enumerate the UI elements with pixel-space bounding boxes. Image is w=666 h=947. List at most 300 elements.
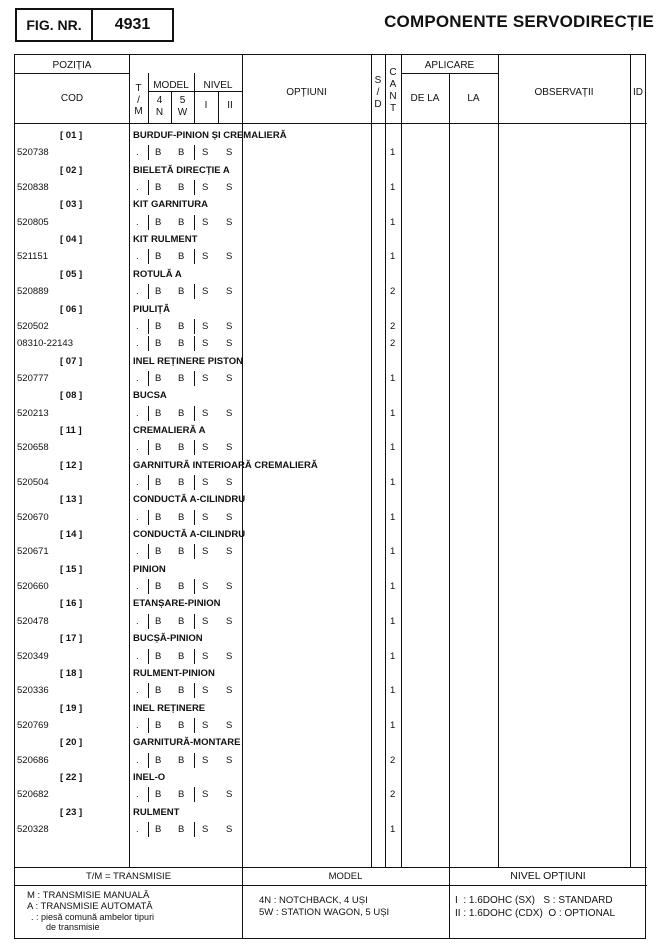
cell-divider (148, 579, 149, 594)
cell-divider (148, 475, 149, 490)
part-code-row (15, 144, 647, 161)
quantity: 1 (390, 372, 396, 384)
nivel-i-mark: S (202, 824, 209, 835)
part-header-row (15, 561, 647, 578)
col-header-cod: COD (60, 93, 84, 104)
part-code: 520349 (17, 650, 49, 662)
nivel-ii-mark: S (226, 338, 233, 350)
part-description: BUCSA (133, 390, 167, 402)
cell-divider (194, 145, 195, 160)
quantity: 1 (390, 511, 396, 523)
part-code-row (15, 821, 647, 838)
nivel-ii-mark: S (226, 719, 233, 731)
model-5w-mark: B (178, 546, 185, 558)
part-description: BIELETĂ DIRECȚIE A (133, 164, 230, 176)
cell-divider (148, 649, 149, 664)
cell-divider (148, 683, 149, 698)
quantity: 1 (390, 442, 396, 454)
cell-divider (194, 475, 195, 490)
nivel-i-mark: S (202, 685, 209, 697)
model-4n-mark: B (155, 442, 162, 454)
part-code-row (15, 405, 647, 422)
legend-tm-line-3: . : piesă comună ambelor tipuri (31, 912, 155, 922)
cell-divider (194, 822, 195, 837)
part-code: 520660 (17, 581, 49, 593)
part-header-row (15, 700, 647, 717)
nivel-ii-mark: S (226, 824, 233, 835)
cell-divider (148, 614, 149, 629)
nivel-i-mark: S (202, 754, 209, 766)
page-title: COMPONENTE SERVODIRECȚIE (384, 12, 654, 31)
quantity: 1 (390, 685, 396, 697)
transmission-mark: . (136, 442, 139, 454)
cell-divider (148, 787, 149, 802)
col-header-optiuni: OPȚIUNI (286, 87, 327, 98)
part-position: [ 18 ] (60, 667, 83, 679)
figure-number-box (15, 8, 174, 42)
part-description: GARNITURĂ-MONTARE (133, 737, 241, 749)
model-5w-mark: B (178, 685, 185, 697)
cell-divider (194, 753, 195, 768)
part-code: 520671 (17, 546, 49, 558)
col-header-de-la: DE LA (410, 93, 440, 104)
cell-divider (148, 718, 149, 733)
transmission-mark: . (136, 719, 139, 731)
legend-tm-line-2: A : TRANSMISIE AUTOMATĂ (27, 901, 153, 912)
quantity: 1 (390, 581, 396, 593)
legend-model-line-2: 5W : STATION WAGON, 5 UȘI (259, 907, 390, 918)
model-5w-mark: B (178, 338, 185, 350)
cell-divider (194, 406, 195, 421)
part-header-row (15, 162, 647, 179)
nivel-i-mark: S (202, 442, 209, 454)
col-header-nivel-i: I (204, 100, 208, 111)
legend-tm-line-4: de transmisie (46, 922, 100, 932)
nivel-i-mark: S (202, 182, 209, 194)
model-4n-mark: B (155, 372, 162, 384)
nivel-ii-mark: S (226, 251, 233, 263)
part-description: CONDUCTĂ A-CILINDRU (133, 529, 246, 541)
cell-divider (148, 336, 149, 351)
parts-table (14, 54, 646, 939)
model-5w-mark: B (178, 407, 185, 419)
nivel-ii-mark: S (226, 581, 233, 593)
part-code-row (15, 248, 647, 265)
cell-divider (194, 249, 195, 264)
quantity: 1 (390, 824, 396, 835)
part-position: [ 16 ] (60, 598, 83, 610)
transmission-mark: . (136, 546, 139, 558)
part-header-row (15, 769, 647, 786)
part-position: [ 15 ] (60, 563, 83, 575)
cell-divider (148, 284, 149, 299)
cell-divider (194, 180, 195, 195)
part-position: [ 04 ] (60, 234, 83, 246)
model-5w-mark: B (178, 320, 185, 332)
col-header-4n-a: 4 (156, 95, 163, 106)
part-position: [ 01 ] (60, 130, 83, 141)
col-header-cant-3: N (389, 91, 397, 102)
model-4n-mark: B (155, 650, 162, 662)
transmission-mark: . (136, 685, 139, 697)
part-code-row (15, 543, 647, 560)
transmission-mark: . (136, 511, 139, 523)
part-code-row (15, 179, 647, 196)
nivel-ii-mark: S (226, 650, 233, 662)
part-position: [ 17 ] (60, 633, 83, 645)
part-code-row (15, 214, 647, 231)
nivel-ii-mark: S (226, 372, 233, 384)
cell-divider (148, 249, 149, 264)
part-position: [ 13 ] (60, 494, 83, 506)
nivel-i-mark: S (202, 286, 209, 298)
col-header-cant-2: A (389, 79, 397, 90)
col-header-tm-1: T (135, 83, 142, 94)
model-5w-mark: B (178, 477, 185, 488)
quantity: 2 (390, 754, 396, 766)
cell-divider (148, 180, 149, 195)
quantity: 1 (390, 477, 396, 488)
nivel-i-mark: S (202, 477, 209, 488)
quantity: 1 (390, 650, 396, 662)
part-header-row (15, 630, 647, 647)
cell-divider (194, 544, 195, 559)
nivel-i-mark: S (202, 789, 209, 801)
legend-model-line-1: 4N : NOTCHBACK, 4 UȘI (259, 895, 368, 906)
transmission-mark: . (136, 824, 139, 835)
model-4n-mark: B (155, 754, 162, 766)
col-header-tm-2: / (137, 95, 140, 106)
part-code: 520336 (17, 685, 49, 697)
part-description: ETANȘARE-PINION (133, 598, 221, 610)
cell-divider (148, 319, 149, 334)
figure-number: 4931 (114, 16, 151, 33)
cell-divider (194, 215, 195, 230)
model-5w-mark: B (178, 719, 185, 731)
model-5w-mark: B (178, 754, 185, 766)
part-header-row (15, 231, 647, 248)
nivel-i-mark: S (202, 251, 209, 263)
part-code-row (15, 439, 647, 456)
part-position: [ 11 ] (60, 424, 82, 436)
part-description: GARNITURĂ INTERIOARĂ CREMALIERĂ (133, 459, 318, 471)
model-4n-mark: B (155, 511, 162, 523)
part-code: 520838 (17, 182, 49, 194)
nivel-ii-mark: S (226, 754, 233, 766)
transmission-mark: . (136, 372, 139, 384)
model-4n-mark: B (155, 147, 162, 159)
model-5w-mark: B (178, 216, 185, 228)
transmission-mark: . (136, 286, 139, 298)
transmission-mark: . (136, 615, 139, 627)
nivel-i-mark: S (202, 546, 209, 558)
nivel-ii-mark: S (226, 685, 233, 697)
cell-divider (194, 319, 195, 334)
part-position: [ 20 ] (60, 737, 83, 749)
col-header-nivel-ii: II (227, 100, 233, 111)
col-header-la: LA (467, 93, 480, 104)
nivel-ii-mark: S (226, 615, 233, 627)
model-5w-mark: B (178, 182, 185, 194)
part-header-row (15, 491, 647, 508)
model-5w-mark: B (178, 286, 185, 298)
cell-divider (194, 718, 195, 733)
cell-divider (194, 336, 195, 351)
col-header-5w-b: W (177, 107, 188, 118)
nivel-ii-mark: S (226, 442, 233, 454)
part-description: KIT GARNITURA (133, 199, 208, 211)
part-position: [ 03 ] (60, 199, 83, 211)
part-position: [ 06 ] (60, 303, 83, 315)
nivel-i-mark: S (202, 216, 209, 228)
model-5w-mark: B (178, 581, 185, 593)
cell-divider (148, 544, 149, 559)
legend-nivel-line-2: II : 1.6DOHC (CDX) O : OPTIONAL (455, 908, 616, 919)
part-code: 520478 (17, 615, 49, 627)
quantity: 1 (390, 251, 396, 263)
model-4n-mark: B (155, 338, 162, 350)
part-position: [ 14 ] (60, 529, 83, 541)
cell-divider (148, 440, 149, 455)
part-description: BUCȘĂ-PINION (133, 633, 203, 645)
nivel-i-mark: S (202, 320, 209, 332)
cell-divider (194, 649, 195, 664)
cell-divider (148, 371, 149, 386)
transmission-mark: . (136, 581, 139, 593)
part-description: KIT RULMENT (133, 234, 198, 246)
part-header-row (15, 353, 647, 370)
part-header-row (15, 804, 647, 821)
nivel-i-mark: S (202, 511, 209, 523)
cell-divider (194, 614, 195, 629)
model-4n-mark: B (155, 286, 162, 298)
part-code: 520805 (17, 216, 49, 228)
part-description: BURDUF-PINION ȘI CREMALIERĂ (133, 130, 287, 141)
transmission-mark: . (136, 477, 139, 488)
part-header-row (15, 595, 647, 612)
quantity: 1 (390, 216, 396, 228)
model-5w-mark: B (178, 615, 185, 627)
nivel-i-mark: S (202, 147, 209, 159)
part-description: PINION (133, 563, 166, 575)
part-code: 520502 (17, 320, 49, 332)
transmission-mark: . (136, 754, 139, 766)
part-code-row (15, 509, 647, 526)
part-description: ROTULĂ A (133, 268, 182, 280)
cell-divider (148, 510, 149, 525)
part-header-row (15, 457, 647, 474)
col-header-aplicare: APLICARE (424, 60, 475, 71)
nivel-i-mark: S (202, 581, 209, 593)
part-code-row (15, 717, 647, 734)
quantity: 2 (390, 338, 396, 350)
transmission-mark: . (136, 650, 139, 662)
nivel-ii-mark: S (226, 216, 233, 228)
part-header-row (15, 665, 647, 682)
nivel-i-mark: S (202, 615, 209, 627)
part-code-row (15, 613, 647, 630)
part-header-row (15, 127, 647, 144)
col-header-4n-b: N (155, 107, 164, 118)
transmission-mark: . (136, 320, 139, 332)
model-4n-mark: B (155, 216, 162, 228)
part-position: [ 08 ] (60, 390, 83, 402)
cell-divider (194, 579, 195, 594)
model-4n-mark: B (155, 407, 162, 419)
col-header-sd-3: D (374, 99, 382, 110)
col-header-nivel: NIVEL (203, 80, 233, 91)
col-header-observatii: OBSERVAȚII (534, 87, 594, 98)
model-4n-mark: B (155, 685, 162, 697)
model-4n-mark: B (155, 581, 162, 593)
col-header-5w-a: 5 (179, 95, 186, 106)
nivel-ii-mark: S (226, 320, 233, 332)
part-code-row (15, 578, 647, 595)
cell-divider (148, 215, 149, 230)
quantity: 1 (390, 407, 396, 419)
quantity: 2 (390, 789, 396, 801)
nivel-ii-mark: S (226, 286, 233, 298)
nivel-ii-mark: S (226, 147, 233, 159)
nivel-i-mark: S (202, 407, 209, 419)
nivel-ii-mark: S (226, 511, 233, 523)
col-header-sd-1: S (374, 75, 382, 86)
model-5w-mark: B (178, 511, 185, 523)
part-header-row (15, 526, 647, 543)
model-4n-mark: B (155, 824, 162, 835)
quantity: 2 (390, 320, 396, 332)
part-header-row (15, 266, 647, 283)
part-code-row (15, 335, 647, 352)
part-code: 520670 (17, 511, 49, 523)
quantity: 1 (390, 182, 396, 194)
transmission-mark: . (136, 789, 139, 801)
part-code: 520686 (17, 754, 49, 766)
part-code: 520328 (17, 824, 49, 835)
model-5w-mark: B (178, 789, 185, 801)
nivel-i-mark: S (202, 719, 209, 731)
nivel-ii-mark: S (226, 477, 233, 488)
part-header-row (15, 734, 647, 751)
cell-divider (194, 284, 195, 299)
part-position: [ 05 ] (60, 268, 83, 280)
model-5w-mark: B (178, 650, 185, 662)
nivel-ii-mark: S (226, 546, 233, 558)
part-code: 520682 (17, 789, 49, 801)
nivel-ii-mark: S (226, 789, 233, 801)
cell-divider (194, 787, 195, 802)
transmission-mark: . (136, 251, 139, 263)
part-description: RULMENT-PINION (133, 667, 215, 679)
model-4n-mark: B (155, 320, 162, 332)
part-header-row (15, 422, 647, 439)
model-4n-mark: B (155, 251, 162, 263)
transmission-mark: . (136, 216, 139, 228)
part-header-row (15, 301, 647, 318)
model-5w-mark: B (178, 442, 185, 454)
part-header-row (15, 387, 647, 404)
part-position: [ 22 ] (60, 771, 83, 783)
col-header-cant-1: C (389, 67, 397, 78)
cell-divider (194, 440, 195, 455)
transmission-mark: . (136, 182, 139, 194)
part-description: CREMALIERĂ A (133, 424, 206, 436)
part-code-row (15, 370, 647, 387)
part-code: 521151 (17, 251, 48, 263)
part-description: INEL REȚINERE PISTON (133, 355, 243, 367)
part-code-row (15, 682, 647, 699)
part-code-row (15, 318, 647, 335)
part-description: INEL-O (133, 771, 166, 783)
part-position: [ 02 ] (60, 164, 83, 176)
cell-divider (148, 406, 149, 421)
part-code: 520889 (17, 286, 49, 298)
legend-nivel-title: NIVEL OPȚIUNI (510, 870, 586, 882)
part-code-row (15, 752, 647, 769)
part-code-row (15, 786, 647, 803)
quantity: 1 (390, 546, 396, 558)
model-4n-mark: B (155, 615, 162, 627)
cell-divider (194, 510, 195, 525)
part-position: [ 12 ] (60, 459, 83, 471)
model-5w-mark: B (178, 147, 185, 159)
part-code: 520658 (17, 442, 49, 454)
cell-divider (194, 683, 195, 698)
quantity: 1 (390, 719, 396, 731)
model-5w-mark: B (178, 251, 185, 263)
cell-divider (194, 371, 195, 386)
part-description: RULMENT (133, 806, 180, 818)
cell-divider (148, 822, 149, 837)
part-code-row (15, 648, 647, 665)
cell-divider (148, 145, 149, 160)
quantity: 2 (390, 286, 396, 298)
legend-model-title: MODEL (328, 871, 363, 882)
quantity: 1 (390, 615, 396, 627)
col-header-model: MODEL (153, 80, 189, 91)
model-5w-mark: B (178, 824, 185, 835)
part-code: 520738 (17, 147, 49, 159)
part-code: 520213 (17, 407, 49, 419)
part-position: [ 23 ] (60, 806, 83, 818)
legend-tm-title: T/M = TRANSMISIE (85, 871, 172, 882)
model-4n-mark: B (155, 182, 162, 194)
part-header-row (15, 196, 647, 213)
col-header-id: ID (633, 87, 643, 98)
col-header-cant-4: T (389, 103, 397, 114)
col-header-pozitia: POZIȚIA (52, 60, 92, 71)
legend-tm-line-1: M : TRANSMISIE MANUALĂ (27, 890, 150, 901)
model-4n-mark: B (155, 719, 162, 731)
part-description: INEL REȚINERE (133, 702, 206, 714)
part-code-row (15, 283, 647, 300)
nivel-ii-mark: S (226, 182, 233, 194)
part-code: 520504 (17, 477, 49, 488)
part-position: [ 19 ] (60, 702, 83, 714)
col-header-sd-2: / (376, 87, 380, 98)
part-position: [ 07 ] (60, 355, 83, 367)
nivel-i-mark: S (202, 338, 209, 350)
model-4n-mark: B (155, 546, 162, 558)
part-code: 08310-22143 (17, 338, 73, 350)
model-4n-mark: B (155, 789, 162, 801)
part-code: 520769 (17, 719, 49, 731)
quantity: 1 (390, 147, 396, 159)
transmission-mark: . (136, 147, 139, 159)
figure-label: FIG. NR. (17, 10, 93, 40)
nivel-ii-mark: S (226, 407, 233, 419)
legend-nivel-line-1: I : 1.6DOHC (SX) S : STANDARD (455, 895, 613, 906)
